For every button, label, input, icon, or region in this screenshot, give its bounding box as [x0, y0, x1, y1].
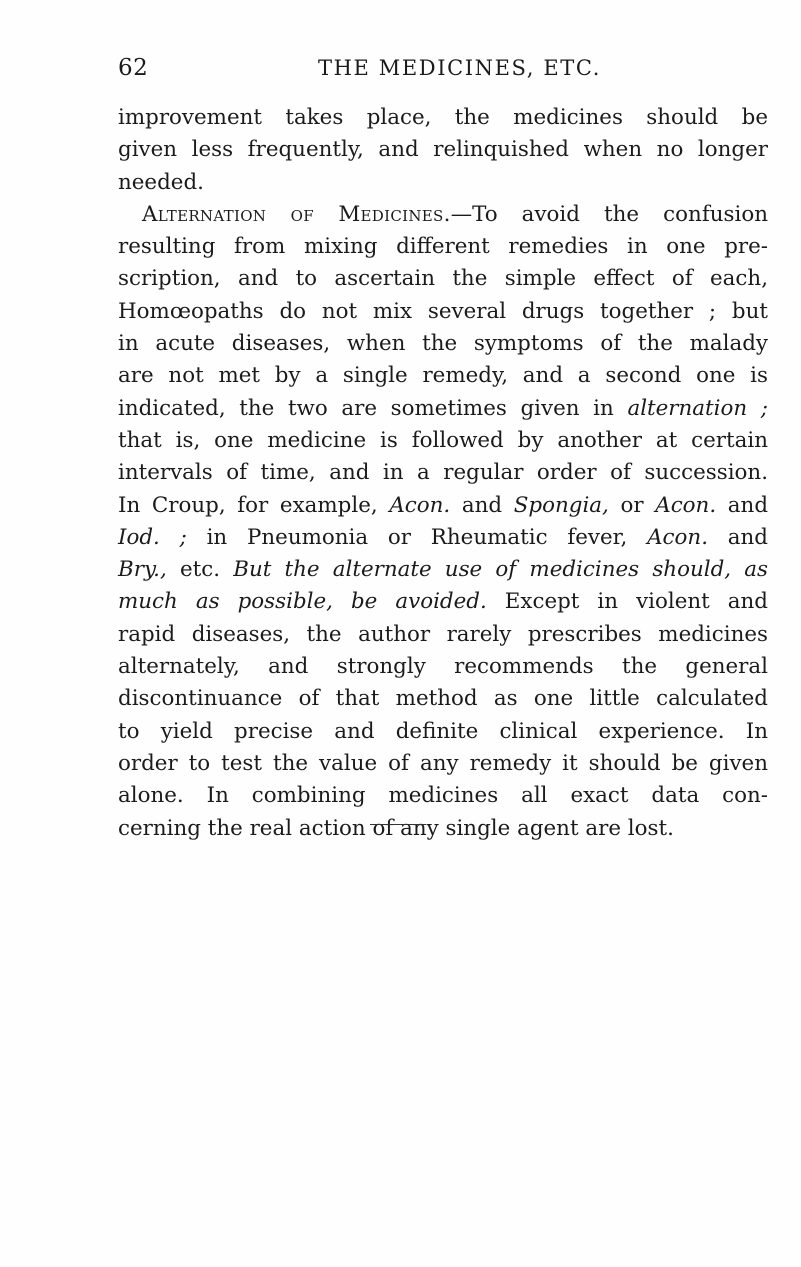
text-line	[118, 360, 768, 392]
text-span: that is, one medicine is followed by another at certain	[118, 427, 768, 453]
text-line	[118, 425, 768, 457]
text-span: —To avoid the confusion	[450, 201, 768, 227]
text-span: discontinuance of that method as one little calculated	[118, 686, 768, 712]
text-span: are not met by a single remedy, and a second one is	[118, 363, 768, 389]
text-line	[118, 651, 768, 683]
text-span: In Croup, for example,	[118, 492, 390, 518]
text-line	[118, 231, 768, 263]
text-span: alternately, and strongly recommends the general	[118, 654, 768, 680]
text-span: and	[708, 524, 769, 550]
text-span: in acute diseases, when the symptoms of the malady	[118, 331, 768, 357]
italic-span: Iod. ;	[118, 524, 187, 550]
italic-span: Acon.	[389, 492, 451, 518]
text-line	[118, 522, 768, 554]
text-line	[118, 199, 768, 231]
text-span: and	[716, 492, 769, 518]
text-line	[118, 780, 768, 812]
text-span: scription, and to ascertain the simple effect of each,	[118, 266, 768, 292]
text-line	[118, 167, 768, 199]
italic-span: much as possible, be avoided.	[118, 589, 487, 615]
text-line	[118, 102, 768, 134]
text-span: improvement takes place, the medicines should be	[118, 105, 768, 130]
text-span: etc.	[166, 557, 234, 583]
italic-span: Acon.	[655, 492, 717, 518]
text-span: to yield precise and definite clinical experience. In	[118, 718, 768, 744]
text-span: indicated, the two are sometimes given in	[118, 395, 628, 421]
section-divider	[370, 824, 426, 825]
text-span: resulting from mixing different remedies in one pre-	[118, 234, 768, 260]
text-line	[118, 683, 768, 715]
text-span: in Pneumonia or Rheumatic fever,	[186, 524, 648, 550]
text-span: or	[608, 492, 656, 518]
italic-span: But the alternate use of medicines should, as	[233, 557, 768, 583]
text-line	[118, 296, 768, 328]
text-span: alone. In combining medicines all exact data con-	[118, 783, 768, 809]
text-line	[118, 716, 768, 748]
text-span: given less frequently, and relinquished when no longer	[118, 137, 768, 163]
text-span: Homœopaths do not mix several drugs together ; but	[118, 298, 768, 324]
italic-span: Spongia,	[513, 492, 609, 518]
italic-span: alternation ;	[627, 395, 769, 421]
text-line	[118, 813, 768, 845]
text-line	[118, 619, 768, 651]
text-line	[118, 554, 768, 586]
italic-span: Acon.	[647, 524, 708, 550]
text-span: cerning the real action of any single agent are lost.	[118, 815, 674, 841]
text-span: and	[450, 492, 514, 518]
text-line	[118, 457, 768, 489]
text-span: intervals of time, and in a regular order of succession.	[118, 460, 768, 486]
running-head: THE MEDICINES, ETC.	[318, 56, 602, 80]
body-text	[118, 102, 768, 845]
text-line	[118, 393, 768, 425]
italic-span: Bry.,	[118, 557, 167, 583]
text-span: order to test the value of any remedy it should be given	[118, 750, 768, 776]
text-line	[118, 748, 768, 780]
text-line	[118, 490, 768, 522]
text-line	[118, 263, 768, 295]
text-span: rapid diseases, the author rarely prescribes medicines	[118, 621, 768, 647]
text-line	[118, 134, 768, 166]
page-number: 62	[118, 55, 149, 81]
text-line	[118, 328, 768, 360]
section-heading: Alternation of Medicines.	[142, 201, 451, 227]
text-span: Except in violent and	[486, 589, 768, 615]
text-line	[118, 586, 768, 618]
text-span: needed.	[118, 169, 204, 195]
